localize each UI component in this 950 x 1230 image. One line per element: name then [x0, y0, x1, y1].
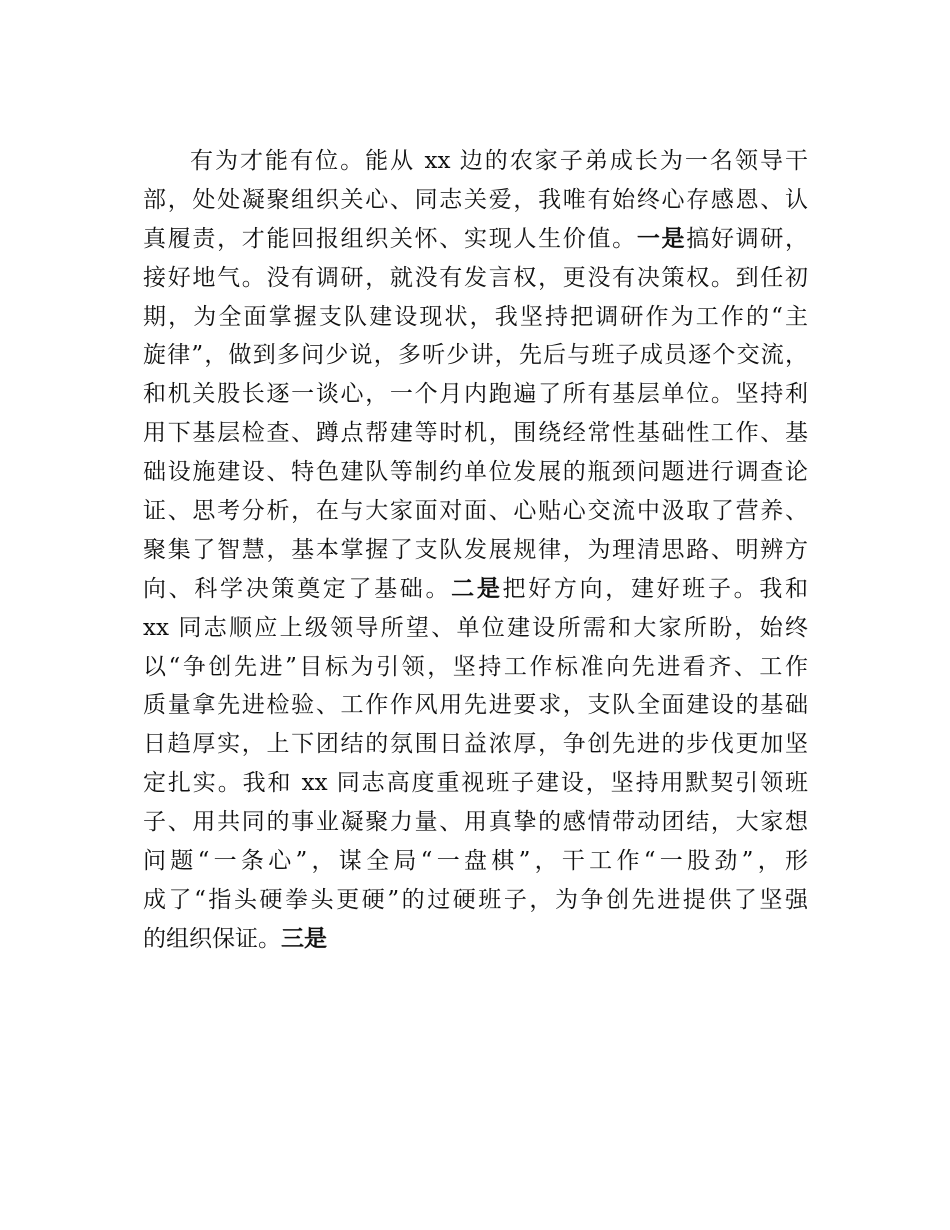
text-run: 日趋厚实，上下团结的氛围日益浓厚，争创先进的步伐更加坚 [143, 731, 808, 758]
text-line [143, 181, 808, 220]
body-paragraph [143, 142, 823, 959]
text-run: 接好地气。没有调研，就没有发言权，更没有决策权。到任初 [143, 264, 808, 291]
text-run: 旋律”，做到多问少说，多听少讲，先后与班子成员逐个交流， [143, 342, 808, 369]
text-run: 真履责，才能回报组织关怀、实现人生价值。 [143, 225, 637, 252]
text-run: 子、用共同的事业凝聚力量、用真挚的感情带动团结，大家想 [143, 809, 808, 836]
text-line [143, 609, 808, 648]
text-run: xx 同志顺应上级领导所望、单位建设所需和大家所盼，始终 [143, 614, 808, 641]
text-line [143, 648, 808, 687]
text-run: 聚集了智慧，基本掌握了支队发展规律，为理清思路、明辨方 [143, 536, 808, 563]
text-line [143, 220, 808, 259]
text-run: 向、科学决策奠定了基础。 [143, 575, 452, 602]
bold-marker: 二是 [451, 574, 503, 602]
text-run: 搞好调研， [686, 225, 809, 252]
bold-marker: 三是 [281, 924, 327, 952]
text-line [143, 842, 808, 881]
text-line [143, 259, 808, 298]
text-line [143, 142, 808, 181]
text-run: 期，为全面掌握支队建设现状，我坚持把调研作为工作的“主 [143, 303, 808, 330]
text-run: 的组织保证。 [143, 925, 281, 952]
text-line [143, 920, 823, 959]
bold-marker: 一是 [636, 224, 687, 252]
text-run: 成了“指头硬拳头更硬”的过硬班子，为争创先进提供了坚强 [143, 886, 808, 913]
text-run: 用下基层检查、蹲点帮建等时机，围绕经常性基础性工作、基 [143, 420, 808, 447]
text-line [143, 298, 808, 337]
text-line [143, 725, 808, 764]
text-run: 问题“一条心”，谋全局“一盘棋”，干工作“一股劲”，形 [143, 848, 808, 875]
text-line [143, 881, 808, 920]
text-run: 有为才能有位。能从 xx 边的农家子弟成长为一名领导干 [190, 148, 808, 174]
text-run: 部，处处凝聚组织关心、同志关爱，我唯有始终心存感恩、认 [143, 186, 808, 213]
text-run: 证、思考分析，在与大家面对面、心贴心交流中汲取了营养、 [143, 498, 808, 525]
text-run: 础设施建设、特色建队等制约单位发展的瓶颈问题进行调查论 [143, 459, 808, 486]
text-run: 和机关股长逐一谈心，一个月内跑遍了所有基层单位。坚持利 [143, 381, 808, 408]
text-line [143, 570, 808, 609]
text-line [143, 764, 808, 803]
text-line [143, 803, 808, 842]
text-run: 以“争创先进”目标为引领，坚持工作标准向先进看齐、工作 [143, 653, 808, 680]
text-line [143, 375, 808, 414]
text-line [143, 492, 808, 531]
text-line [143, 686, 808, 725]
text-line [143, 414, 808, 453]
text-line [143, 531, 808, 570]
text-run: 把好方向，建好班子。我和 [502, 575, 809, 602]
text-run: 质量拿先进检验、工作作风用先进要求，支队全面建设的基础 [143, 692, 808, 719]
text-line [143, 453, 808, 492]
text-line [143, 336, 808, 375]
text-run: 定扎实。我和 xx 同志高度重视班子建设，坚持用默契引领班 [143, 770, 808, 797]
